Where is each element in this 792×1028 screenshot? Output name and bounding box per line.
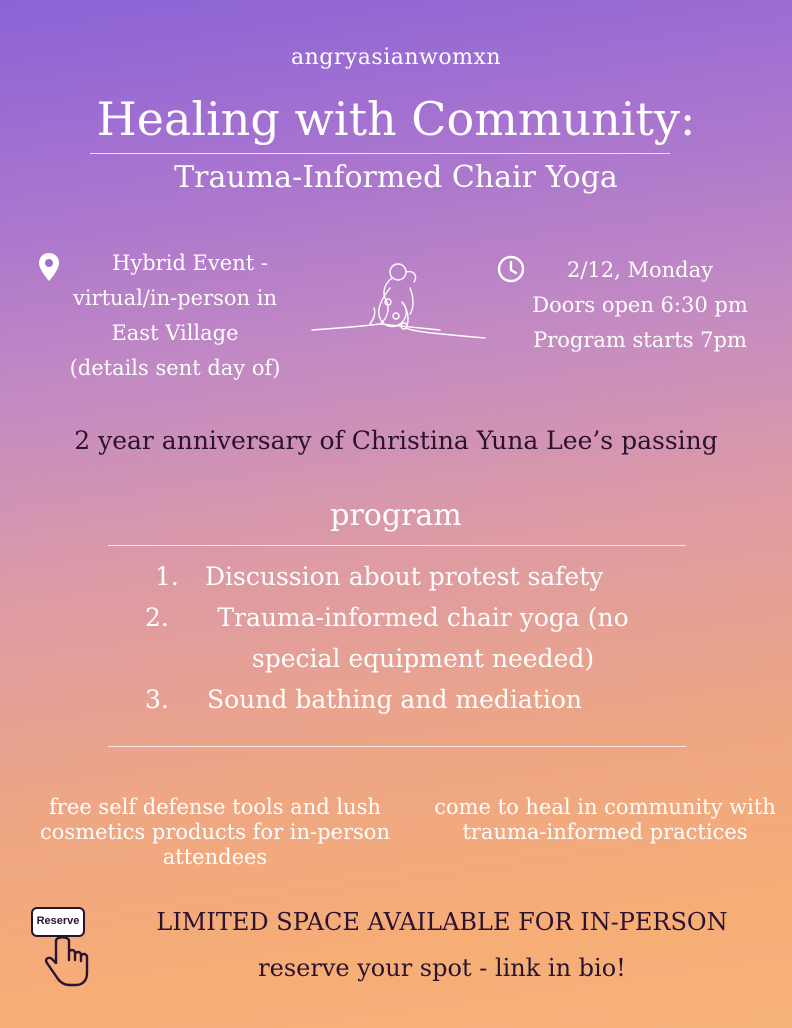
page-title: Healing with Community: bbox=[96, 92, 696, 146]
page-subtitle: Trauma-Informed Chair Yoga bbox=[174, 160, 618, 195]
reserve-click-icon bbox=[30, 905, 92, 987]
anniversary-text: 2 year anniversary of Christina Yuna Lee’s passing bbox=[74, 426, 718, 455]
location-line2: virtual/in-person in bbox=[72, 286, 277, 310]
limited-space-notice: LIMITED SPACE AVAILABLE FOR IN-PERSON bbox=[156, 908, 728, 936]
reserve-instruction: reserve your spot - link in bio! bbox=[258, 954, 626, 982]
title-divider bbox=[90, 153, 670, 154]
perk-left: free self defense tools and lush cosmetics products for in-person attendees bbox=[40, 795, 390, 869]
location-line1: Hybrid Event - bbox=[112, 251, 268, 275]
doors-time: Doors open 6:30 pm bbox=[532, 293, 748, 317]
perk-right: come to heal in community with trauma-informed practices bbox=[434, 795, 776, 844]
time-block bbox=[500, 253, 780, 358]
location-line4: (details sent day of) bbox=[69, 356, 281, 380]
program-heading: program bbox=[330, 498, 462, 533]
start-time: Program starts 7pm bbox=[533, 328, 747, 352]
reserve-icon-label: Reserve bbox=[36, 915, 80, 927]
program-divider-bottom bbox=[108, 746, 686, 747]
list-item: 1. Discussion about protest safety bbox=[155, 562, 604, 591]
list-item: 3. Sound bathing and mediation bbox=[145, 685, 582, 714]
yoga-figure-icon bbox=[310, 258, 490, 353]
program-divider-top bbox=[108, 545, 686, 546]
location-block bbox=[40, 246, 310, 386]
handle: angryasianwomxn bbox=[290, 45, 502, 70]
program-list bbox=[145, 556, 705, 720]
event-date: 2/12, Monday bbox=[566, 258, 713, 282]
list-item: 2. Trauma-informed chair yoga (no special equipment needed) bbox=[145, 603, 629, 673]
location-line3: East Village bbox=[111, 321, 239, 345]
